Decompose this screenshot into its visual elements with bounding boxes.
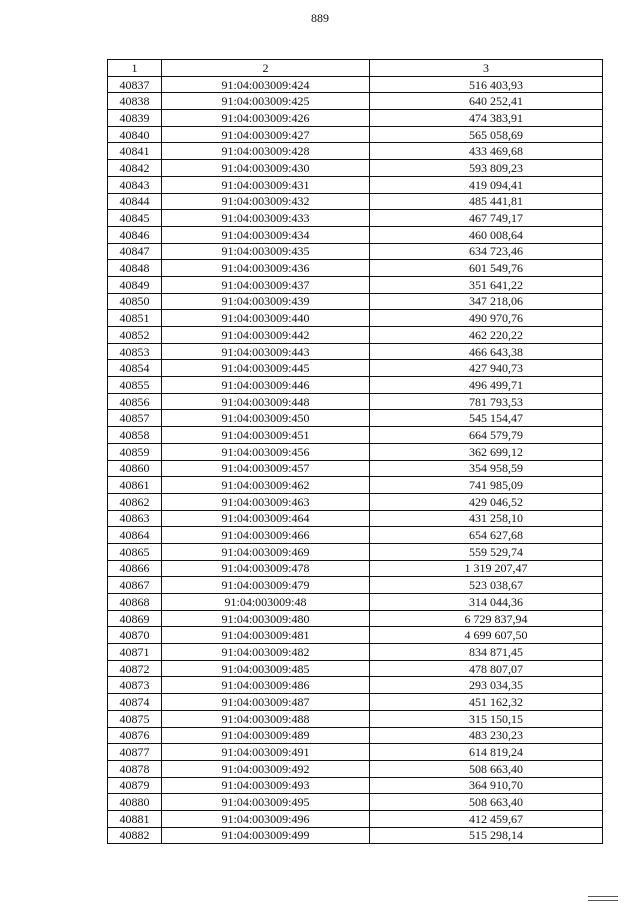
row-number-cell: 40858: [108, 427, 162, 444]
page-corner-mark: [588, 896, 618, 901]
table-row: [108, 360, 603, 377]
table-row: [108, 477, 603, 494]
cadastral-number-cell: 91:04:003009:493: [162, 777, 370, 794]
cadastral-value-cell: 483 230,23: [370, 727, 603, 744]
row-number-cell: 40861: [108, 477, 162, 494]
table-row: [108, 327, 603, 344]
row-number-cell: 40845: [108, 210, 162, 227]
table-row: [108, 343, 603, 360]
table-row: [108, 493, 603, 510]
row-number-cell: 40843: [108, 176, 162, 193]
cadastral-value-cell: 485 441,81: [370, 193, 603, 210]
table-row: [108, 427, 603, 444]
column-header-number: 1: [108, 60, 162, 77]
table-row: [108, 193, 603, 210]
cadastral-value-cell: 601 549,76: [370, 260, 603, 277]
cadastral-value-cell: 559 529,74: [370, 543, 603, 560]
cadastral-value-cell: 640 252,41: [370, 93, 603, 110]
row-number-cell: 40876: [108, 727, 162, 744]
cadastral-number-cell: 91:04:003009:433: [162, 210, 370, 227]
row-number-cell: 40839: [108, 110, 162, 127]
row-number-cell: 40842: [108, 160, 162, 177]
cadastral-number-cell: 91:04:003009:469: [162, 543, 370, 560]
cadastral-value-cell: 496 499,71: [370, 377, 603, 394]
cadastral-value-cell: 433 469,68: [370, 143, 603, 160]
cadastral-value-cell: 427 940,73: [370, 360, 603, 377]
table-row: [108, 160, 603, 177]
cadastral-value-cell: 523 038,67: [370, 577, 603, 594]
cadastral-number-cell: 91:04:003009:432: [162, 193, 370, 210]
table-row: [108, 543, 603, 560]
table-header-row: [108, 60, 603, 77]
table-row: [108, 460, 603, 477]
row-number-cell: 40863: [108, 510, 162, 527]
cadastral-value-cell: 508 663,40: [370, 760, 603, 777]
table-row: [108, 777, 603, 794]
cadastral-number-cell: 91:04:003009:435: [162, 243, 370, 260]
row-number-cell: 40879: [108, 777, 162, 794]
cadastral-number-cell: 91:04:003009:451: [162, 427, 370, 444]
cadastral-value-cell: 515 298,14: [370, 827, 603, 844]
cadastral-number-cell: 91:04:003009:499: [162, 827, 370, 844]
cadastral-value-cell: 545 154,47: [370, 410, 603, 427]
cadastral-number-cell: 91:04:003009:487: [162, 694, 370, 711]
cadastral-value-cell: 466 643,38: [370, 343, 603, 360]
row-number-cell: 40871: [108, 644, 162, 661]
row-number-cell: 40857: [108, 410, 162, 427]
table-row: [108, 727, 603, 744]
table-row: [108, 827, 603, 844]
cadastral-value-cell: 431 258,10: [370, 510, 603, 527]
row-number-cell: 40862: [108, 493, 162, 510]
row-number-cell: 40860: [108, 460, 162, 477]
cadastral-value-cell: 412 459,67: [370, 810, 603, 827]
cadastral-value-cell: 451 162,32: [370, 694, 603, 711]
row-number-cell: 40847: [108, 243, 162, 260]
cadastral-value-cell: 781 793,53: [370, 393, 603, 410]
cadastral-value-cell: 429 046,52: [370, 493, 603, 510]
table-row: [108, 560, 603, 577]
column-header-value: 3: [370, 60, 603, 77]
cadastral-number-cell: 91:04:003009:486: [162, 677, 370, 694]
column-header-cadastral-number: 2: [162, 60, 370, 77]
row-number-cell: 40873: [108, 677, 162, 694]
row-number-cell: 40866: [108, 560, 162, 577]
row-number-cell: 40877: [108, 744, 162, 761]
cadastral-value-cell: 347 218,06: [370, 293, 603, 310]
table-row: [108, 260, 603, 277]
row-number-cell: 40854: [108, 360, 162, 377]
row-number-cell: 40882: [108, 827, 162, 844]
cadastral-number-cell: 91:04:003009:442: [162, 327, 370, 344]
cadastral-value-cell: 508 663,40: [370, 794, 603, 811]
cadastral-number-cell: 91:04:003009:491: [162, 744, 370, 761]
cadastral-value-cell: 593 809,23: [370, 160, 603, 177]
cadastral-number-cell: 91:04:003009:428: [162, 143, 370, 160]
table-body: [108, 76, 603, 844]
table-row: [108, 610, 603, 627]
row-number-cell: 40864: [108, 527, 162, 544]
cadastral-value-cell: 314 044,36: [370, 594, 603, 611]
table-row: [108, 594, 603, 611]
cadastral-value-cell: 462 220,22: [370, 327, 603, 344]
row-number-cell: 40837: [108, 76, 162, 93]
cadastral-number-cell: 91:04:003009:463: [162, 493, 370, 510]
table-row: [108, 410, 603, 427]
table-row: [108, 660, 603, 677]
table-row: [108, 527, 603, 544]
cadastral-value-cell: 478 807,07: [370, 660, 603, 677]
row-number-cell: 40859: [108, 443, 162, 460]
cadastral-number-cell: 91:04:003009:439: [162, 293, 370, 310]
table-row: [108, 210, 603, 227]
cadastral-value-cell: 364 910,70: [370, 777, 603, 794]
row-number-cell: 40844: [108, 193, 162, 210]
cadastral-value-cell: 834 871,45: [370, 644, 603, 661]
row-number-cell: 40870: [108, 627, 162, 644]
cadastral-number-cell: 91:04:003009:445: [162, 360, 370, 377]
cadastral-number-cell: 91:04:003009:450: [162, 410, 370, 427]
cadastral-number-cell: 91:04:003009:426: [162, 110, 370, 127]
cadastral-number-cell: 91:04:003009:482: [162, 644, 370, 661]
cadastral-number-cell: 91:04:003009:431: [162, 176, 370, 193]
table-row: [108, 176, 603, 193]
cadastral-number-cell: 91:04:003009:448: [162, 393, 370, 410]
cadastral-value-cell: 419 094,41: [370, 176, 603, 193]
table-row: [108, 393, 603, 410]
row-number-cell: 40849: [108, 276, 162, 293]
row-number-cell: 40846: [108, 226, 162, 243]
table-row: [108, 510, 603, 527]
table-row: [108, 93, 603, 110]
table-row: [108, 710, 603, 727]
cadastral-value-cell: 460 008,64: [370, 226, 603, 243]
cadastral-number-cell: 91:04:003009:496: [162, 810, 370, 827]
table-row: [108, 276, 603, 293]
cadastral-number-cell: 91:04:003009:424: [162, 76, 370, 93]
row-number-cell: 40856: [108, 393, 162, 410]
cadastral-value-cell: 614 819,24: [370, 744, 603, 761]
cadastral-number-cell: 91:04:003009:479: [162, 577, 370, 594]
cadastral-number-cell: 91:04:003009:495: [162, 794, 370, 811]
table-row: [108, 143, 603, 160]
row-number-cell: 40880: [108, 794, 162, 811]
cadastral-value-cell: 516 403,93: [370, 76, 603, 93]
cadastral-number-cell: 91:04:003009:430: [162, 160, 370, 177]
row-number-cell: 40867: [108, 577, 162, 594]
table-row: [108, 744, 603, 761]
table-row: [108, 310, 603, 327]
table-row: [108, 810, 603, 827]
table-row: [108, 226, 603, 243]
row-number-cell: 40869: [108, 610, 162, 627]
cadastral-number-cell: 91:04:003009:488: [162, 710, 370, 727]
cadastral-number-cell: 91:04:003009:480: [162, 610, 370, 627]
cadastral-value-cell: 362 699,12: [370, 443, 603, 460]
cadastral-value-cell: 741 985,09: [370, 477, 603, 494]
row-number-cell: 40878: [108, 760, 162, 777]
row-number-cell: 40838: [108, 93, 162, 110]
cadastral-value-table: [107, 59, 603, 844]
cadastral-number-cell: 91:04:003009:446: [162, 377, 370, 394]
table-row: [108, 577, 603, 594]
table-row: [108, 627, 603, 644]
cadastral-number-cell: 91:04:003009:481: [162, 627, 370, 644]
cadastral-value-cell: 490 970,76: [370, 310, 603, 327]
cadastral-number-cell: 91:04:003009:48: [162, 594, 370, 611]
table-row: [108, 377, 603, 394]
cadastral-number-cell: 91:04:003009:440: [162, 310, 370, 327]
cadastral-value-cell: 565 058,69: [370, 126, 603, 143]
cadastral-value-cell: 634 723,46: [370, 243, 603, 260]
cadastral-number-cell: 91:04:003009:466: [162, 527, 370, 544]
cadastral-value-cell: 351 641,22: [370, 276, 603, 293]
cadastral-value-cell: 467 749,17: [370, 210, 603, 227]
cadastral-number-cell: 91:04:003009:427: [162, 126, 370, 143]
cadastral-number-cell: 91:04:003009:492: [162, 760, 370, 777]
row-number-cell: 40853: [108, 343, 162, 360]
cadastral-value-cell: 315 150,15: [370, 710, 603, 727]
cadastral-value-cell: 664 579,79: [370, 427, 603, 444]
cadastral-number-cell: 91:04:003009:436: [162, 260, 370, 277]
table-row: [108, 794, 603, 811]
row-number-cell: 40852: [108, 327, 162, 344]
table-row: [108, 443, 603, 460]
page-number: 889: [311, 11, 329, 25]
table-row: [108, 293, 603, 310]
row-number-cell: 40848: [108, 260, 162, 277]
row-number-cell: 40881: [108, 810, 162, 827]
row-number-cell: 40872: [108, 660, 162, 677]
cadastral-number-cell: 91:04:003009:425: [162, 93, 370, 110]
cadastral-value-cell: 293 034,35: [370, 677, 603, 694]
cadastral-number-cell: 91:04:003009:485: [162, 660, 370, 677]
table-row: [108, 694, 603, 711]
cadastral-value-cell: 654 627,68: [370, 527, 603, 544]
table-row: [108, 126, 603, 143]
row-number-cell: 40851: [108, 310, 162, 327]
row-number-cell: 40850: [108, 293, 162, 310]
table-row: [108, 644, 603, 661]
cadastral-number-cell: 91:04:003009:437: [162, 276, 370, 293]
table-row: [108, 243, 603, 260]
cadastral-value-cell: 354 958,59: [370, 460, 603, 477]
cadastral-value-cell: 6 729 837,94: [370, 610, 603, 627]
cadastral-number-cell: 91:04:003009:478: [162, 560, 370, 577]
row-number-cell: 40865: [108, 543, 162, 560]
row-number-cell: 40855: [108, 377, 162, 394]
row-number-cell: 40874: [108, 694, 162, 711]
cadastral-number-cell: 91:04:003009:456: [162, 443, 370, 460]
row-number-cell: 40868: [108, 594, 162, 611]
table-row: [108, 677, 603, 694]
row-number-cell: 40875: [108, 710, 162, 727]
cadastral-number-cell: 91:04:003009:464: [162, 510, 370, 527]
cadastral-number-cell: 91:04:003009:457: [162, 460, 370, 477]
table-row: [108, 110, 603, 127]
cadastral-number-cell: 91:04:003009:443: [162, 343, 370, 360]
cadastral-value-cell: 4 699 607,50: [370, 627, 603, 644]
cadastral-number-cell: 91:04:003009:489: [162, 727, 370, 744]
cadastral-number-cell: 91:04:003009:462: [162, 477, 370, 494]
cadastral-value-cell: 474 383,91: [370, 110, 603, 127]
cadastral-number-cell: 91:04:003009:434: [162, 226, 370, 243]
table-row: [108, 76, 603, 93]
table-row: [108, 760, 603, 777]
row-number-cell: 40840: [108, 126, 162, 143]
row-number-cell: 40841: [108, 143, 162, 160]
cadastral-value-cell: 1 319 207,47: [370, 560, 603, 577]
